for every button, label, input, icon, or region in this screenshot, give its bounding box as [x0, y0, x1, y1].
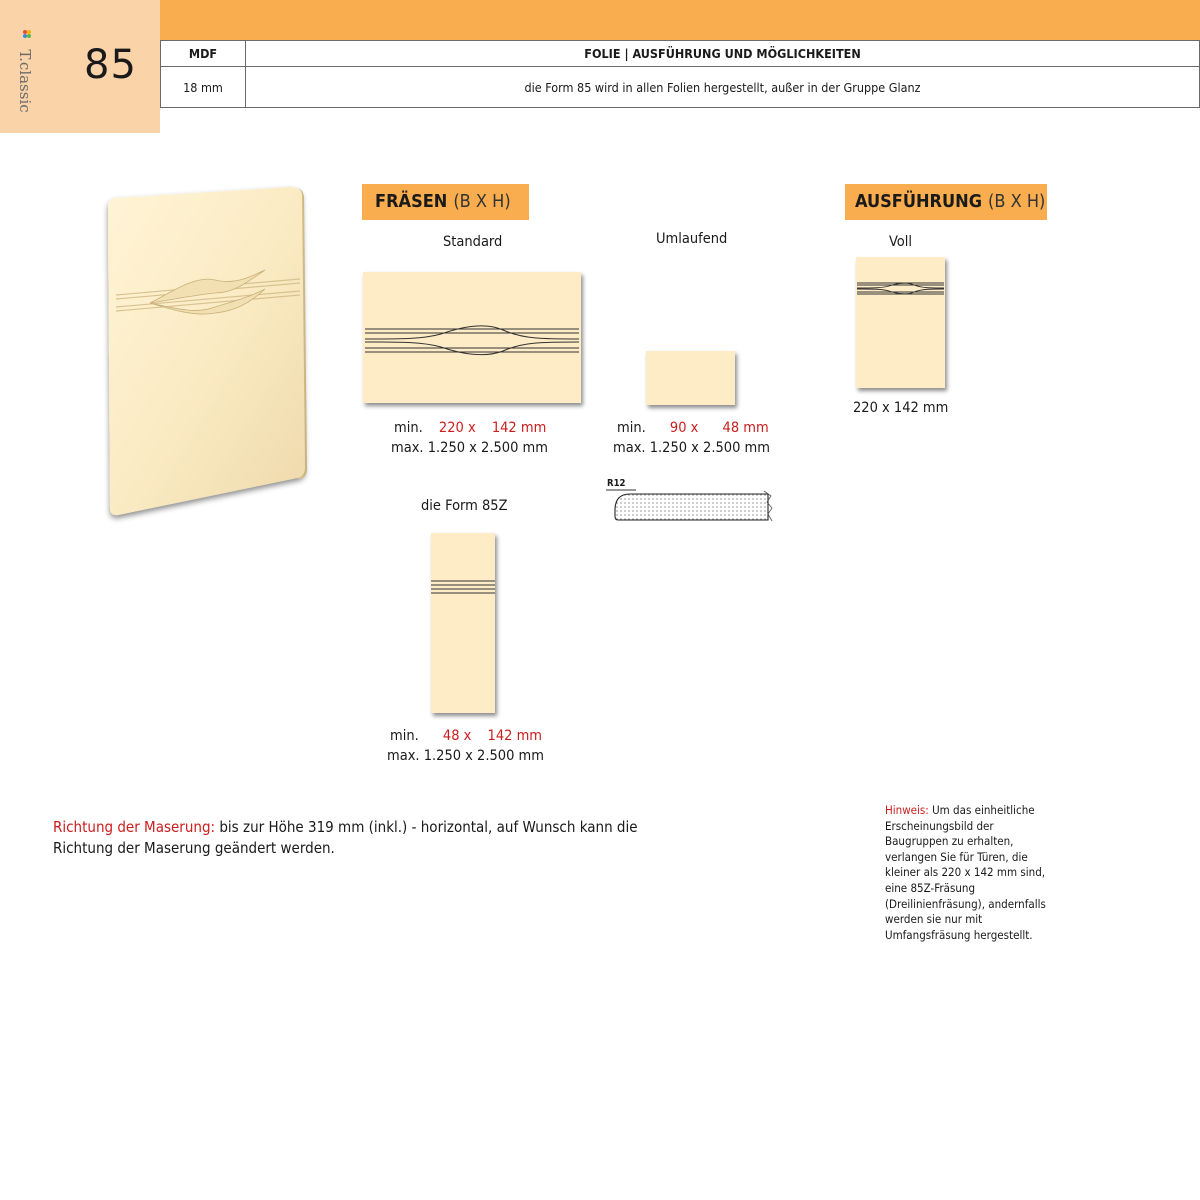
form85z-min — [390, 728, 542, 744]
standard-panel — [363, 272, 581, 403]
spec-value-thickness: 18 mm — [161, 67, 246, 108]
grain-direction-text — [53, 817, 693, 859]
voll-label: Voll — [889, 234, 913, 250]
ausfuehrung-title: AUSFÜHRUNG — [855, 191, 983, 212]
hinweis-body: Um das einheitliche Erscheinungsbild der Baugruppen zu erhalten, verlangen Sie für Türen, die kleiner als 220 x 142 mm sind, eine 85Z-Fräsung (Dreilinienfräsung), andernfalls werden sie nur mit Umfangsfräsung hergestellt. — [885, 803, 1046, 942]
model-number: 85 — [84, 42, 137, 88]
standard-min-w: 220 x — [438, 420, 476, 436]
fraesen-dim: (B X H) — [453, 191, 511, 212]
voll-panel — [856, 257, 945, 388]
standard-max: max. 1.250 x 2.500 mm — [391, 440, 548, 456]
form85z-min-w: 48 x — [442, 728, 472, 744]
fraesen-header — [362, 184, 529, 220]
hinweis-note — [885, 803, 1060, 943]
standard-min — [394, 420, 546, 436]
umlaufend-min — [617, 420, 769, 436]
umlaufend-max: max. 1.250 x 2.500 mm — [613, 440, 770, 456]
ausfuehrung-dim: (B X H) — [988, 191, 1046, 212]
form85z-panel — [431, 533, 495, 713]
umlaufend-panel — [646, 351, 735, 405]
umlaufend-min-w: 90 x — [669, 420, 699, 436]
spec-header-folie: FOLIE | AUSFÜHRUNG UND MÖGLICHKEITEN — [246, 41, 1200, 67]
profile-radius-label: R12 — [607, 478, 626, 489]
edge-profile — [604, 478, 776, 524]
brand-logo-icon — [18, 28, 40, 42]
umlaufend-label: Umlaufend — [656, 231, 728, 247]
umlaufend-min-h: 48 mm — [722, 420, 769, 436]
spec-value-folie: die Form 85 wird in allen Folien hergestellt, außer in der Gruppe Glanz — [246, 67, 1200, 108]
grain-direction-label: Richtung der Maserung: — [53, 818, 216, 836]
standard-min-h: 142 mm — [491, 420, 547, 436]
spec-header-mdf: MDF — [161, 41, 246, 67]
spec-table — [160, 40, 1200, 108]
form85z-max: max. 1.250 x 2.500 mm — [387, 748, 544, 764]
standard-label: Standard — [443, 234, 503, 250]
grain-direction-body: bis zur Höhe 319 mm (inkl.) - horizontal, auf Wunsch kann die Richtung der Maserung geändert werden. — [53, 818, 638, 857]
door-illustration — [100, 185, 315, 525]
brand-logo — [14, 28, 36, 113]
form85z-min-h: 142 mm — [487, 728, 542, 744]
fraesen-title: FRÄSEN — [375, 191, 448, 212]
ausfuehrung-header — [845, 184, 1047, 220]
hinweis-label: Hinweis: — [885, 803, 929, 817]
standard-min-prefix: min. — [394, 420, 423, 436]
umlaufend-min-prefix: min. — [617, 420, 646, 436]
voll-size: 220 x 142 mm — [853, 400, 949, 416]
form85z-label: die Form 85Z — [421, 498, 508, 514]
header-bar — [160, 0, 1200, 40]
form85z-min-prefix: min. — [390, 728, 419, 744]
brand-name: T.classic — [16, 49, 34, 113]
